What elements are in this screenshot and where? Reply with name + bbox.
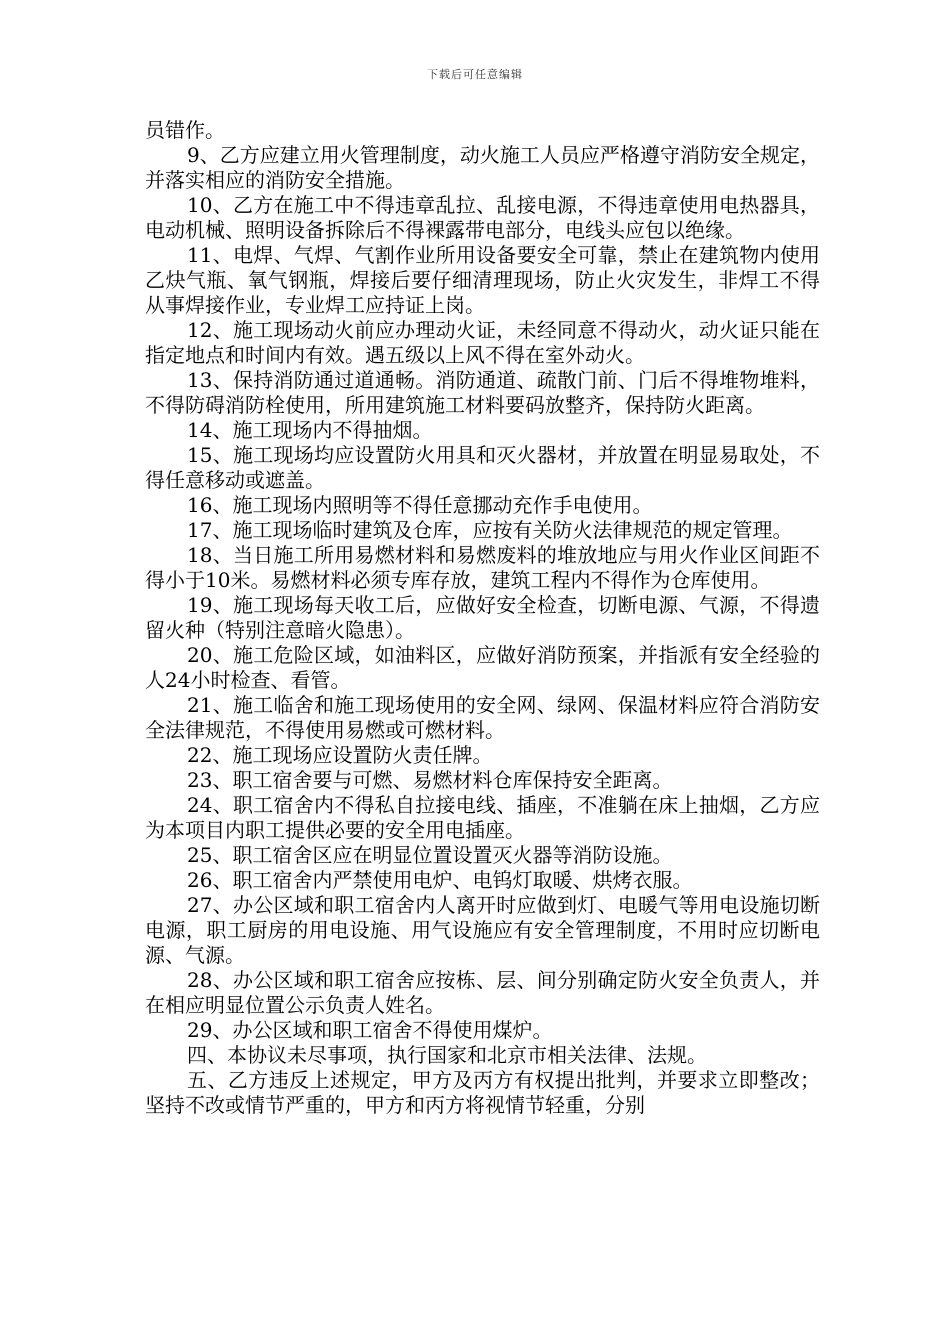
paragraph: 21、施工临舍和施工现场使用的安全网、绿网、保温材料应符合消防安全法律规范，不得使用易燃或可燃材料。 <box>145 693 820 742</box>
paragraph: 23、职工宿舍要与可燃、易燃材料仓库保持安全距离。 <box>187 768 673 792</box>
paragraph: 28、办公区域和职工宿舍应按栋、层、间分别确定防火安全负责人，并在相应明显位置公示负责人姓名。 <box>145 968 820 1017</box>
page-header: 下载后可任意编辑 <box>427 68 523 81</box>
paragraph: 26、职工宿舍内严禁使用电炉、电钨灯取暖、烘烤衣服。 <box>187 868 693 892</box>
paragraph: 18、当日施工所用易燃材料和易燃废料的堆放地应与用火作业区间距不得小于10米。易燃材料必须专库存放，建筑工程内不得作为仓库使用。 <box>145 543 820 592</box>
paragraph: 12、施工现场动火前应办理动火证，未经同意不得动火，动火证只能在指定地点和时间内有效。遇五级以上风不得在室外动火。 <box>145 318 820 367</box>
paragraph: 14、施工现场内不得抽烟。 <box>187 418 433 442</box>
paragraph: 19、施工现场每天收工后，应做好安全检查，切断电源、气源，不得遗留火种（特别注意暗火隐患）。 <box>145 593 820 642</box>
paragraph: 9、乙方应建立用火管理制度，动火施工人员应严格遵守消防安全规定，并落实相应的消防安全措施。 <box>145 143 820 192</box>
document-body <box>145 118 820 1118</box>
paragraph: 25、职工宿舍区应在明显位置设置灭火器等消防设施。 <box>187 843 673 867</box>
paragraph: 员错作。 <box>145 118 225 142</box>
paragraph: 27、办公区域和职工宿舍内人离开时应做到灯、电暖气等用电设施切断电源，职工厨房的用电设施、用气设施应有安全管理制度，不用时应切断电源、气源。 <box>145 893 820 967</box>
paragraph: 10、乙方在施工中不得违章乱拉、乱接电源，不得违章使用电热器具，电动机械、照明设备拆除后不得裸露带电部分，电线头应包以绝缘。 <box>145 193 820 242</box>
paragraph: 四、本协议未尽事项，执行国家和北京市相关法律、法规。 <box>187 1043 707 1067</box>
paragraph: 16、施工现场内照明等不得任意挪动充作手电使用。 <box>187 493 653 517</box>
paragraph: 20、施工危险区域，如油料区，应做好消防预案，并指派有安全经验的人24小时检查、看管。 <box>145 643 820 692</box>
paragraph: 22、施工现场应设置防火责任牌。 <box>187 743 493 767</box>
paragraph: 24、职工宿舍内不得私自拉接电线、插座，不准躺在床上抽烟，乙方应为本项目内职工提供必要的安全用电插座。 <box>145 793 820 842</box>
paragraph: 五、乙方违反上述规定，甲方及丙方有权提出批判，并要求立即整改；坚持不改或情节严重的，甲方和丙方将视情节轻重，分别 <box>145 1068 820 1117</box>
paragraph: 15、施工现场均应设置防火用具和灭火器材，并放置在明显易取处，不得任意移动或遮盖。 <box>145 443 820 492</box>
paragraph: 29、办公区域和职工宿舍不得使用煤炉。 <box>187 1018 553 1042</box>
paragraph: 11、电焊、气焊、气割作业所用设备要安全可靠，禁止在建筑物内使用乙炔气瓶、氧气钢瓶，焊接后要仔细清理现场，防止火灾发生，非焊工不得从事焊接作业，专业焊工应持证上岗。 <box>145 243 820 317</box>
paragraph: 13、保持消防通过道通畅。消防通道、疏散门前、门后不得堆物堆料，不得防碍消防栓使用，所用建筑施工材料要码放整齐，保持防火距离。 <box>145 368 820 417</box>
paragraph: 17、施工现场临时建筑及仓库，应按有关防火法律规范的规定管理。 <box>187 518 793 542</box>
